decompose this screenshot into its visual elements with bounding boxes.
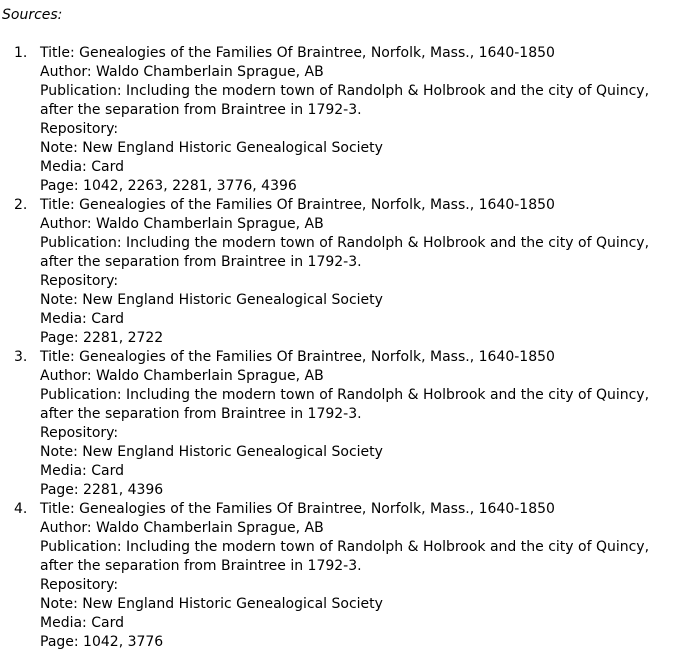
source-page: Page: 1042, 2263, 2281, 3776, 4396 bbox=[40, 178, 297, 194]
source-media: Media: Card bbox=[40, 159, 124, 175]
source-page: Page: 2281, 4396 bbox=[40, 482, 164, 498]
source-author: Author: Waldo Chamberlain Sprague, AB bbox=[40, 368, 324, 384]
source-publication: Publication: Including the modern town of Randolph & Holbrook and the city of Quincy, after the separation from Braintree in 1792-3. bbox=[40, 235, 650, 270]
source-number: 1. bbox=[14, 45, 28, 61]
source-page: Page: 2281, 2722 bbox=[40, 330, 164, 346]
source-publication: Publication: Including the modern town of Randolph & Holbrook and the city of Quincy, after the separation from Braintree in 1792-3. bbox=[40, 387, 650, 422]
source-note: Note: New England Historic Genealogical Society bbox=[40, 444, 383, 460]
source-number: 4. bbox=[14, 501, 28, 517]
source-media: Media: Card bbox=[40, 311, 124, 327]
source-number: 2. bbox=[14, 197, 28, 213]
source-item bbox=[2, 348, 689, 500]
source-item bbox=[2, 196, 689, 348]
source-repository: Repository: bbox=[40, 273, 119, 289]
source-note: Note: New England Historic Genealogical Society bbox=[40, 596, 383, 612]
source-title: Title: Genealogies of the Families Of Braintree, Norfolk, Mass., 1640-1850 bbox=[40, 349, 555, 365]
sources-list bbox=[2, 44, 689, 652]
source-title: Title: Genealogies of the Families Of Braintree, Norfolk, Mass., 1640-1850 bbox=[40, 45, 555, 61]
source-publication: Publication: Including the modern town of Randolph & Holbrook and the city of Quincy, after the separation from Braintree in 1792-3. bbox=[40, 539, 650, 574]
source-page: Page: 1042, 3776 bbox=[40, 634, 164, 650]
source-item bbox=[2, 500, 689, 652]
source-repository: Repository: bbox=[40, 121, 119, 137]
sources-heading: Sources: bbox=[2, 7, 63, 23]
source-author: Author: Waldo Chamberlain Sprague, AB bbox=[40, 216, 324, 232]
source-title: Title: Genealogies of the Families Of Braintree, Norfolk, Mass., 1640-1850 bbox=[40, 197, 555, 213]
source-note: Note: New England Historic Genealogical Society bbox=[40, 292, 383, 308]
source-repository: Repository: bbox=[40, 425, 119, 441]
source-author: Author: Waldo Chamberlain Sprague, AB bbox=[40, 64, 324, 80]
source-note: Note: New England Historic Genealogical Society bbox=[40, 140, 383, 156]
source-media: Media: Card bbox=[40, 615, 124, 631]
source-number: 3. bbox=[14, 349, 28, 365]
source-media: Media: Card bbox=[40, 463, 124, 479]
source-item bbox=[2, 44, 689, 196]
source-repository: Repository: bbox=[40, 577, 119, 593]
source-author: Author: Waldo Chamberlain Sprague, AB bbox=[40, 520, 324, 536]
source-publication: Publication: Including the modern town of Randolph & Holbrook and the city of Quincy, after the separation from Braintree in 1792-3. bbox=[40, 83, 650, 118]
source-title: Title: Genealogies of the Families Of Braintree, Norfolk, Mass., 1640-1850 bbox=[40, 501, 555, 517]
